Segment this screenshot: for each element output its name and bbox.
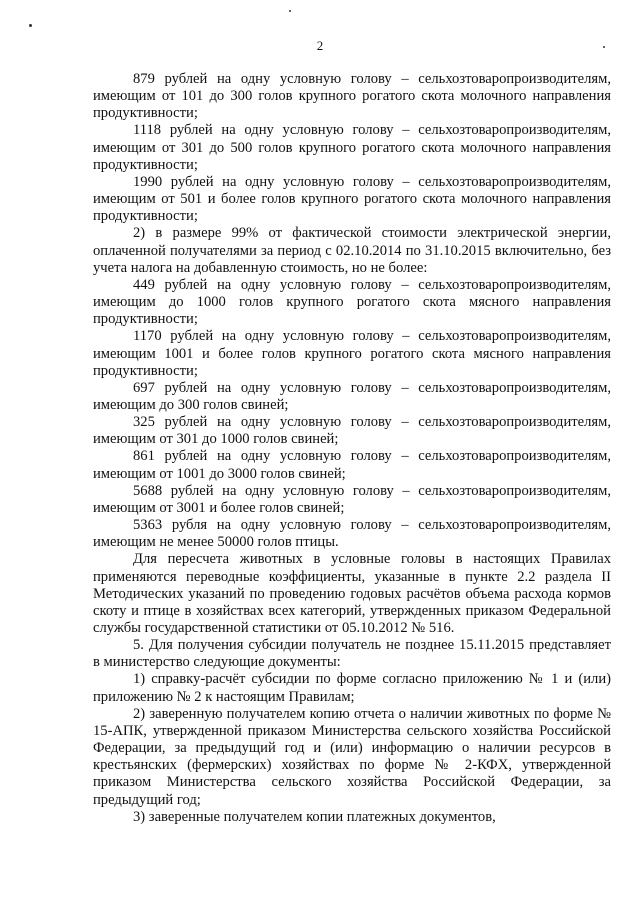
paragraph: 879 рублей на одну условную голову – сельхозтоваропроизводителям, имеющим от 101 до 300 голов крупного рогатого скота молочного направления продуктивности; <box>93 71 611 122</box>
paragraph: 5688 рублей на одну условную голову – сельхозтоваропроизводителям, имеющим от 3001 и более голов свиней; <box>93 482 611 516</box>
paragraph: 861 рублей на одну условную голову – сельхозтоваропроизводителям, имеющим от 1001 до 3000 голов свиней; <box>93 448 611 482</box>
page-number: 2 <box>316 38 324 53</box>
paragraph: 5363 рубля на одну условную голову – сельхозтоваропроизводителям, имеющим не менее 50000 голов птицы. <box>93 517 611 551</box>
paragraph: 2) в размере 99% от фактической стоимости электрической энергии, оплаченной получателями за период с 02.10.2014 по 31.10.2015 включительно, без учета налога на добавленную стоимость, но не более: <box>93 225 611 276</box>
document-body <box>93 71 611 826</box>
paragraph: 1118 рублей на одну условную голову – сельхозтоваропроизводителям, имеющим от 301 до 500 голов крупного рогатого скота молочного направления продуктивности; <box>93 122 611 173</box>
paragraph: 325 рублей на одну условную голову – сельхозтоваропроизводителям, имеющим от 301 до 1000 голов свиней; <box>93 414 611 448</box>
paragraph: 1) справку-расчёт субсидии по форме согласно приложению № 1 и (или) приложению № 2 к настоящим Правилам; <box>93 671 611 705</box>
paragraph: 5. Для получения субсидии получатель не позднее 15.11.2015 представляет в министерство следующие документы: <box>93 637 611 671</box>
scan-speck-top <box>289 10 291 12</box>
paragraph: 449 рублей на одну условную голову – сельхозтоваропроизводителям, имеющим до 1000 голов крупного рогатого скота мясного направления продуктивности; <box>93 276 611 328</box>
paragraph: 1990 рублей на одну условную голову – сельхозтоваропроизводителям, имеющим от 501 и более голов крупного рогатого скота молочного направления продуктивности; <box>93 173 611 225</box>
paragraph: 2) заверенную получателем копию отчета о наличии животных по форме № 15-АПК, утвержденной приказом Министерства сельского хозяйства Российской Федерации, за предыдущий год и (или) информацию о наличии ресурсов в крестьянских (фермерских) хозяйствах по форме № 2-КФХ, утвержденной приказом Министерства сельского хозяйства Российской Федерации, за предыдущий год; <box>93 705 611 808</box>
scan-speck-left <box>29 24 32 27</box>
paragraph: 1170 рублей на одну условную голову – сельхозтоваропроизводителям, имеющим 1001 и более голов крупного рогатого скота мясного направления продуктивности; <box>93 328 611 379</box>
paragraph: Для пересчета животных в условные головы в настоящих Правилах применяются переводные коэффициенты, указанные в пункте 2.2 раздела II Методических указаний по проведению годовых расчётов объема расхода кормов скоту и птице в хозяйствах всех категорий, утвержденных приказом Федеральной службы государственной статистики от 05.10.2012 № 516. <box>93 551 611 636</box>
paragraph: 697 рублей на одну условную голову – сельхозтоваропроизводителям, имеющим до 300 голов свиней; <box>93 379 611 413</box>
paragraph: 3) заверенные получателем копии платежных документов, <box>133 808 496 825</box>
